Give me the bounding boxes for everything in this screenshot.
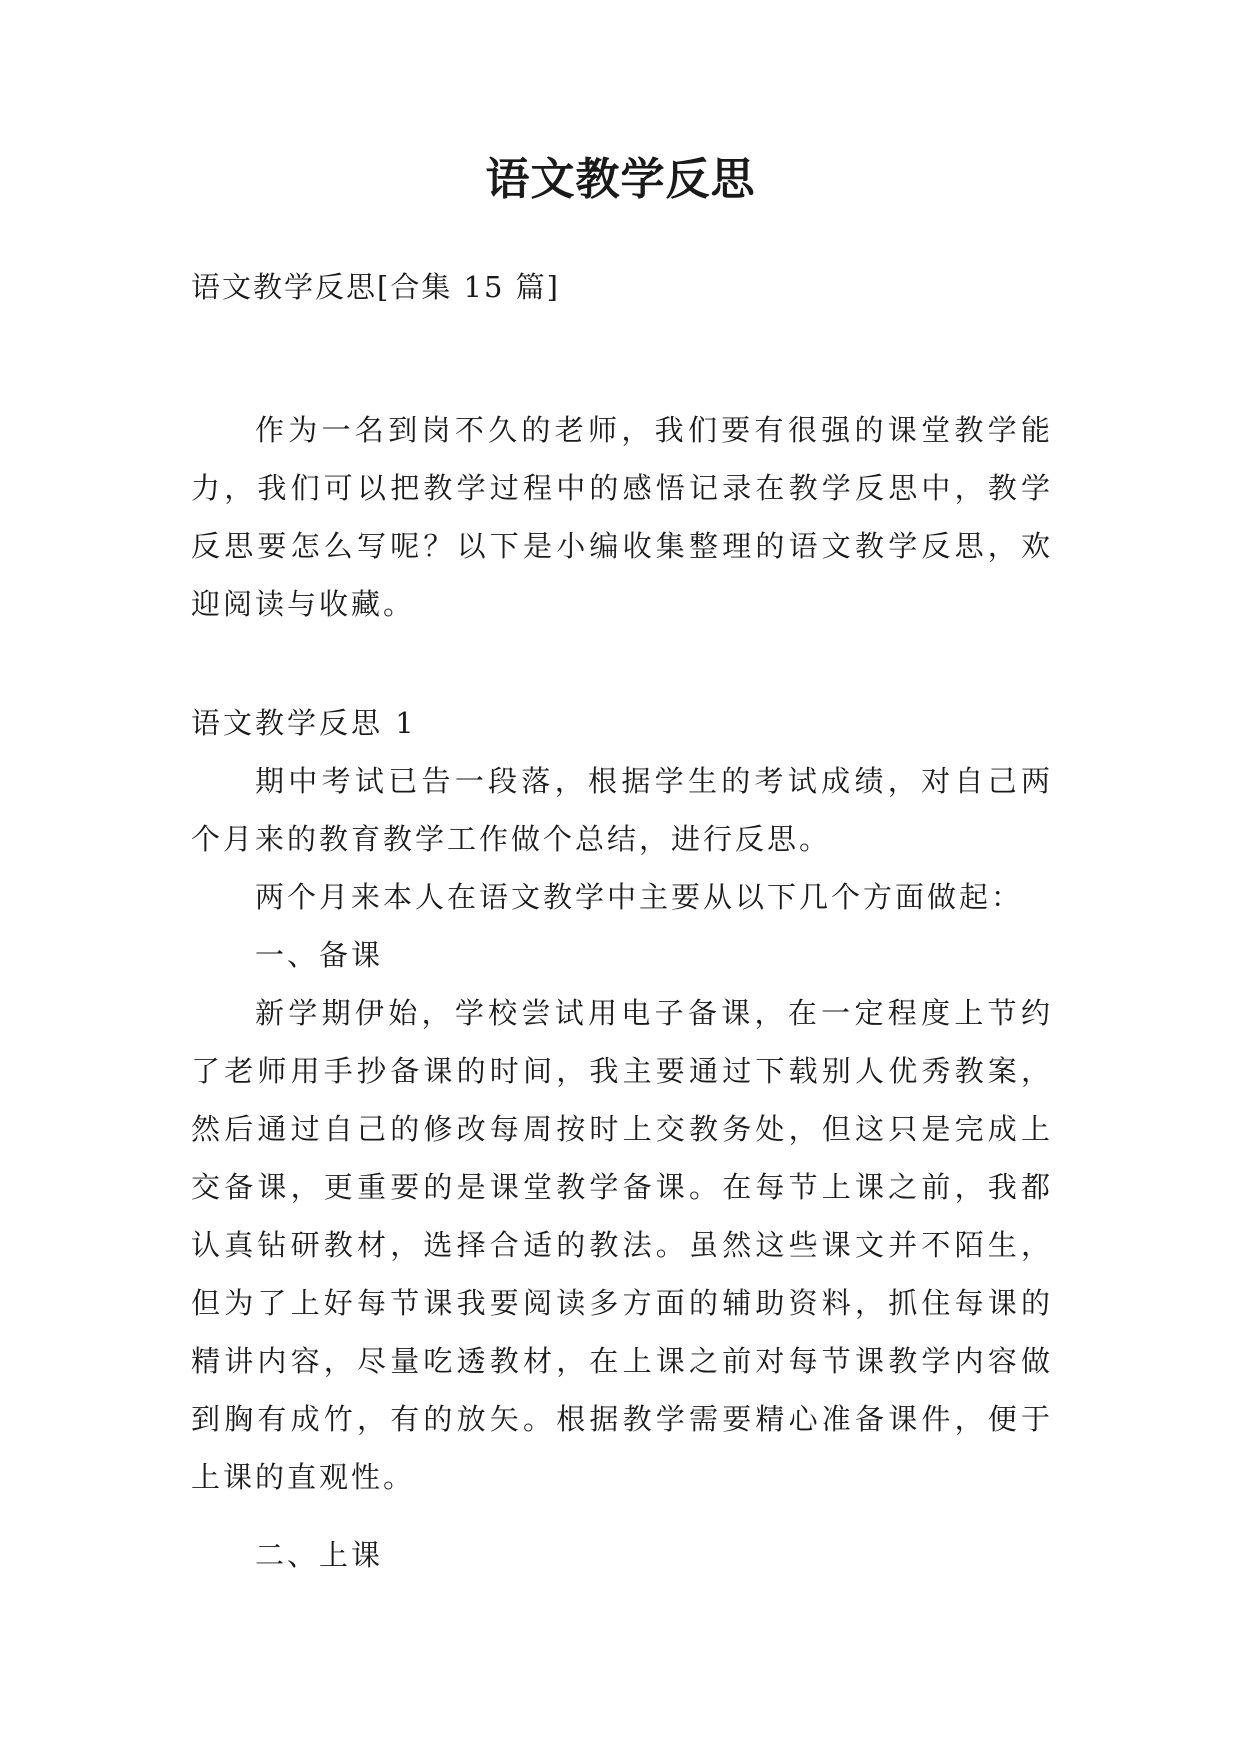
document-title: 语文教学反思: [485, 154, 756, 205]
document-subtitle: 语文教学反思[合集 15 篇]: [191, 270, 560, 304]
intro-paragraph: 作为一名到岗不久的老师，我们要有很强的课堂教学能力，我们可以把教学过程中的感悟记录在教学反思中，教学反思要怎么写呢？以下是小编收集整理的语文教学反思，欢迎阅读与收藏。: [191, 413, 1053, 621]
section-1: [191, 694, 1053, 1584]
intro-block: [191, 401, 1053, 633]
section-heading: 语文教学反思 1: [191, 706, 417, 740]
subheading-preparation: 一、备课: [255, 938, 384, 972]
section-paragraph: 新学期伊始，学校尝试用电子备课，在一定程度上节约了老师用手抄备课的时间，我主要通过下载别人优秀教案，然后通过自己的修改每周按时上交教务处，但这只是完成上交备课，更重要的是课堂教学备课。在每节上课之前，我都认真钻研教材，选择合适的教法。虽然这些课文并不陌生，但为了上好每节课我要阅读多方面的辅助资料，抓住每课的精讲内容，尽量吃透教材，在上课之前对每节课教学内容做到胸有成竹，有的放矢。根据教学需要精心准备课件，便于上课的直观性。: [191, 996, 1053, 1494]
section-paragraph: 两个月来本人在语文教学中主要从以下几个方面做起：: [255, 880, 1024, 914]
section-paragraph: 期中考试已告一段落，根据学生的考试成绩，对自己两个月来的教育教学工作做个总结，进行反思。: [191, 764, 1053, 856]
subheading-class: 二、上课: [255, 1538, 384, 1572]
